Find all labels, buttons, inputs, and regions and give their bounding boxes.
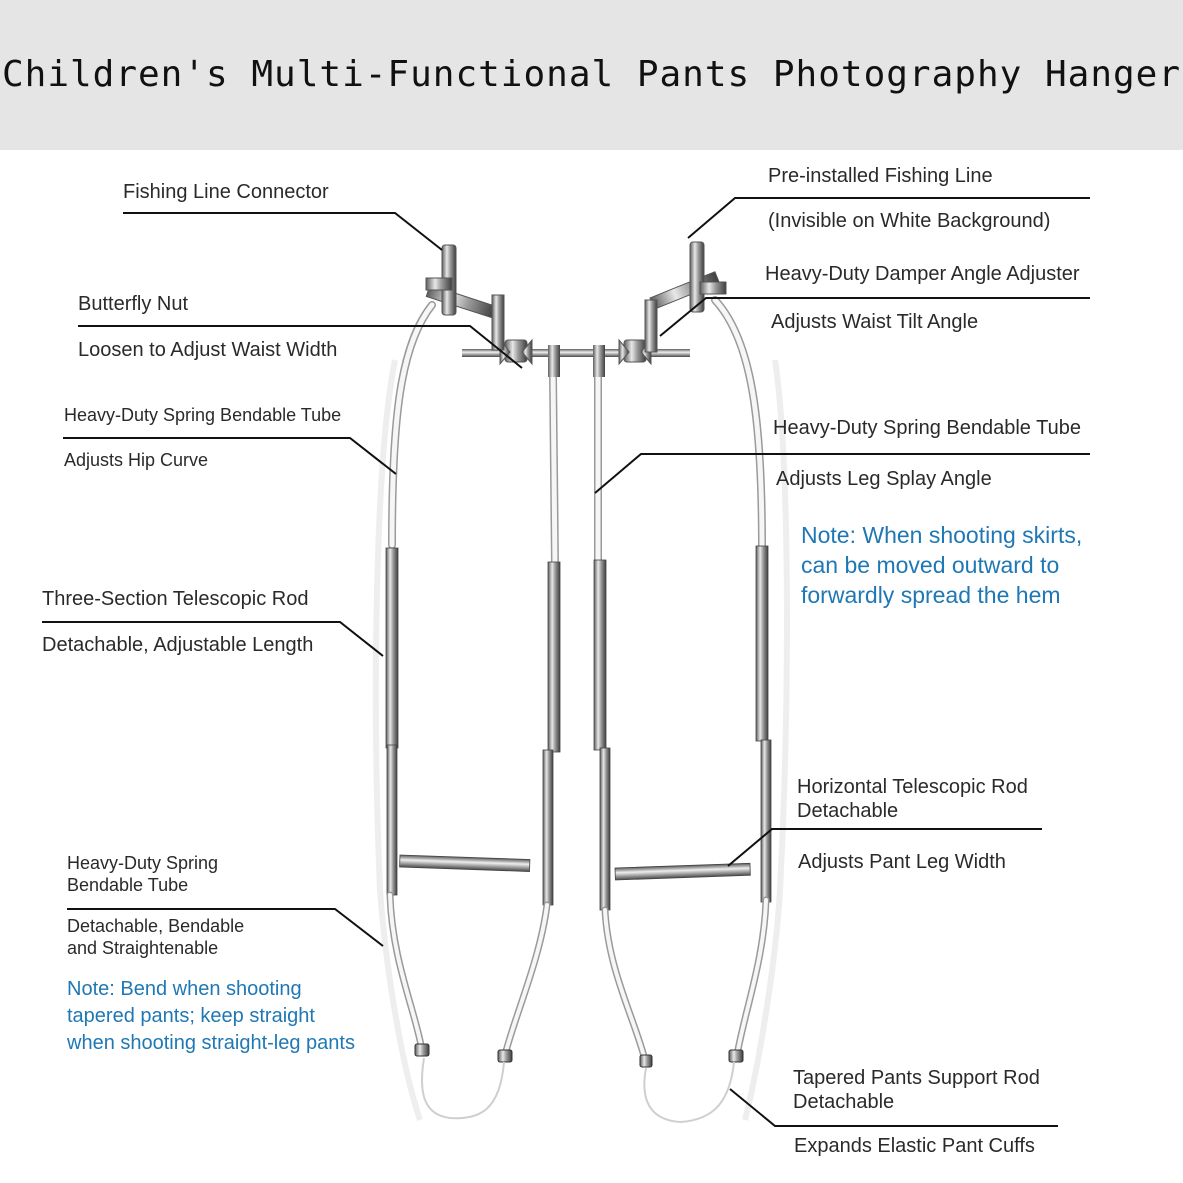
label-spring-tube-left-sub: Adjusts Hip Curve <box>64 450 209 470</box>
note-tapered-pants: Note: Bend when shooting tapered pants; keep straight when shooting straight-leg pants <box>67 978 355 1054</box>
outer-spring-tubes <box>392 300 762 548</box>
label-lower-spring-tube-sub: Detachable, Bendable and Straightenable <box>67 916 245 958</box>
lower-spring-tubes <box>390 895 766 1060</box>
label-fishing-line-connector: Fishing Line Connector <box>123 181 329 203</box>
label-spring-tube-left: Heavy-Duty Spring Bendable Tube <box>64 405 342 425</box>
note-skirts: Note: When shooting skirts, can be moved outward to forwardly spread the hem <box>801 522 1083 608</box>
page-title: Children's Multi-Functional Pants Photography Hanger <box>1 54 1182 95</box>
label-horizontal-rod: Horizontal Telescopic Rod Detachable <box>797 776 1028 822</box>
inner-spring-tubes <box>553 375 598 565</box>
label-telescopic-rod: Three-Section Telescopic Rod <box>42 588 309 610</box>
butterfly-nut-left <box>500 340 532 364</box>
label-fishing-line: Pre-installed Fishing Line <box>768 165 993 187</box>
label-horizontal-rod-sub: Adjusts Pant Leg Width <box>798 851 1006 873</box>
damper-left <box>426 245 504 350</box>
label-butterfly-nut: Butterfly Nut <box>78 293 189 315</box>
label-damper-sub: Adjusts Waist Tilt Angle <box>771 311 979 333</box>
label-butterfly-nut-sub: Loosen to Adjust Waist Width <box>78 339 338 361</box>
label-tapered-rod: Tapered Pants Support Rod Detachable <box>793 1067 1040 1113</box>
label-lower-spring-tube: Heavy-Duty Spring Bendable Tube <box>67 853 219 895</box>
cuff-clips <box>415 1044 743 1067</box>
horizontal-rods <box>400 855 751 880</box>
telescopic-rods <box>386 546 771 910</box>
label-fishing-line-sub: (Invisible on White Background) <box>768 210 1051 232</box>
label-spring-tube-right-sub: Adjusts Leg Splay Angle <box>776 468 992 490</box>
hanger-shadow <box>376 360 787 1120</box>
tapered-support-rods <box>422 1058 734 1122</box>
label-damper: Heavy-Duty Damper Angle Adjuster <box>765 263 1080 285</box>
label-telescopic-rod-sub: Detachable, Adjustable Length <box>42 634 314 656</box>
label-spring-tube-right: Heavy-Duty Spring Bendable Tube <box>773 417 1081 439</box>
label-tapered-rod-sub: Expands Elastic Pant Cuffs <box>794 1135 1035 1157</box>
